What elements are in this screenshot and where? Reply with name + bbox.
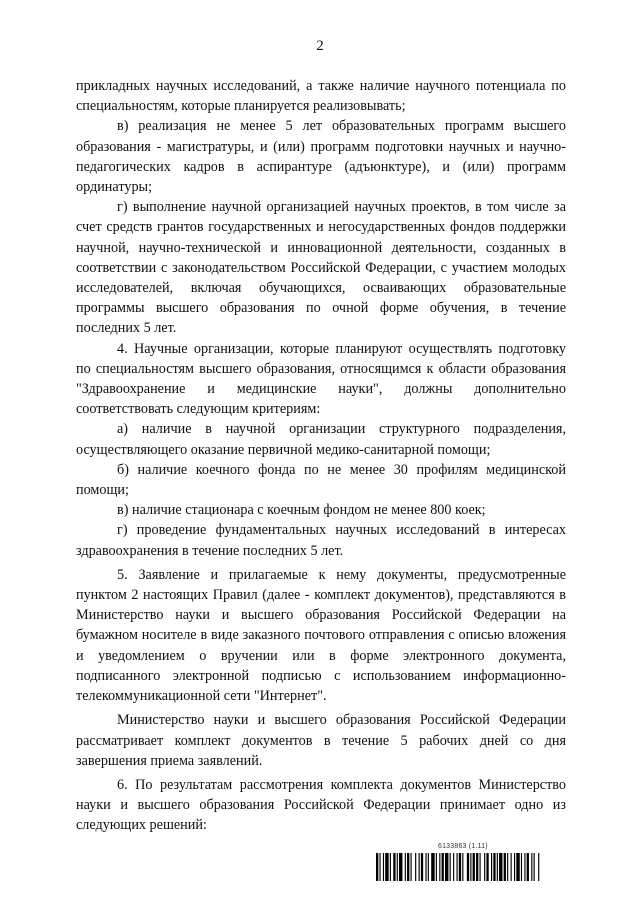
page-number: 2 bbox=[316, 38, 324, 54]
paragraph-item-g-2: г) проведение фундаментальных научных исследований в интересах здравоохранения в течение последних 5 лет. bbox=[76, 522, 566, 559]
paragraph-section-5: 5. Заявление и прилагаемые к нему документы, предусмотренные пунктом 2 настоящих Правил (далее - комплект документов), представляются в Министерство науки и высшего образования Российской Федерации на бумажном носителе в виде заказного почтового отправления с описью вложения и уведомлением о вручении или в форме электронного документа, подписанного электронной подписью с использованием информационно-телекоммуникационной сети "Интернет". bbox=[76, 566, 566, 705]
barcode-icon bbox=[376, 853, 596, 881]
paragraph-ministry-review: Министерство науки и высшего образования Российской Федерации рассматривает комплект документов в течение 5 рабочих дней со дня завершения приема заявлений. bbox=[76, 712, 566, 769]
paragraph-item-g: г) выполнение научной организацией научных проектов, в том числе за счет средств грантов государственных и негосударственных фондов поддержки научной, научно-технической и инновационной деятельности, созданных в соответствии с законодательством Российской Федерации, с участием молодых исследователей, включая обучающихся, осваивающих образовательные программы высшего образования по очной форме обучения, в течение последних 5 лет. bbox=[76, 199, 566, 337]
document-barcode-area bbox=[376, 843, 596, 888]
document-code: 6133863 (1.11) bbox=[438, 843, 488, 850]
paragraph-item-a: а) наличие в научной организации структурного подразделения, осуществляющего оказание первичной медико-санитарной помощи; bbox=[76, 421, 566, 458]
paragraph-item-b: б) наличие коечного фонда по не менее 30 профилям медицинской помощи; bbox=[76, 461, 566, 499]
paragraph-section-6: 6. По результатам рассмотрения комплекта документов Министерство науки и высшего образования Российской Федерации принимает одно из следующих решений: bbox=[76, 776, 566, 834]
paragraph-continuation: прикладных научных исследований, а также наличие научного потенциала по специальностям, которые планируется реализовывать; bbox=[76, 78, 566, 115]
paragraph-section-4: 4. Научные организации, которые планируют осуществлять подготовку по специальностям высшего образования, относящимся к области образования "Здравоохранение и медицинские науки", должны дополнительно соответствовать следующим критериям: bbox=[76, 340, 566, 418]
document-body bbox=[76, 76, 566, 836]
paragraph-item-v: в) реализация не менее 5 лет образовательных программ высшего образования - магистратуры, и (или) программ подготовки научных и научно-педагогических кадров в аспирантуре (адъюнктуре), и (или) программ ординатуры; bbox=[76, 118, 566, 196]
paragraph-item-v-2: в) наличие стационара с коечным фондом не менее 800 коек; bbox=[117, 502, 486, 519]
